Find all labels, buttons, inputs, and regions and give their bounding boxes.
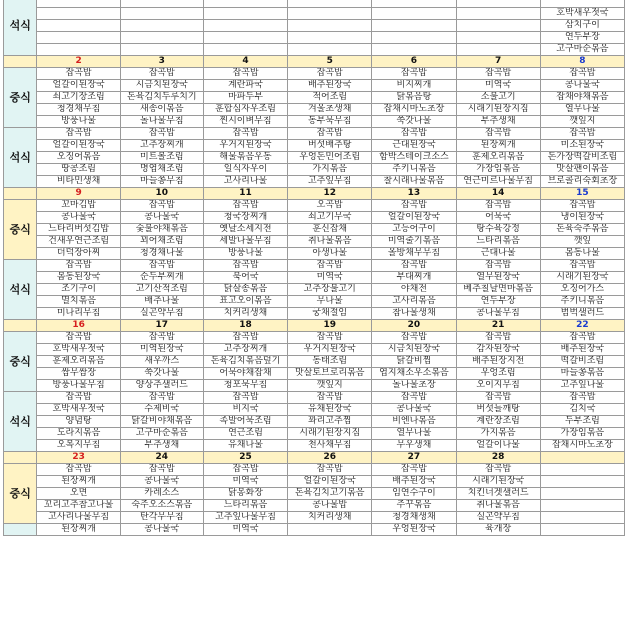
dinner-label: 석식 (4, 0, 37, 56)
menu-item: 느타리버섯김밥 (37, 224, 120, 236)
menu-item: 잡곡밥 (37, 392, 120, 404)
menu-item: 얼갈이된장국 (288, 476, 372, 488)
menu-item: 돈육숙주볶음 (540, 224, 624, 236)
menu-item: 봄동된장국 (37, 272, 120, 284)
menu-item: 꼬리고추참고나물 (37, 500, 120, 512)
menu-item: 미역국 (203, 524, 287, 536)
date-cell: 8 (540, 56, 624, 68)
menu-item: 미트볼조림 (120, 152, 203, 164)
menu-item: 잡곡밥 (120, 392, 203, 404)
date-cell: 17 (120, 320, 203, 332)
menu-item: 얼갈이된장국 (372, 212, 456, 224)
menu-item: 부추생채 (120, 440, 203, 452)
date-cell: 26 (288, 452, 372, 464)
menu-item: 참나물생채 (372, 308, 456, 320)
menu-item: 꼬마김밥 (37, 200, 120, 212)
menu-item: 야채전 (372, 284, 456, 296)
menu-item: 표고오이볶음 (203, 296, 287, 308)
menu-item: 명엽채조림 (120, 164, 203, 176)
menu-item: 미역된장국 (120, 344, 203, 356)
menu-item: 방풍나물 (37, 116, 120, 128)
menu-item: 가지볶음 (456, 428, 540, 440)
menu-item: 잡곡밥 (456, 392, 540, 404)
menu-item: 호박새우젓국 (37, 344, 120, 356)
menu-item: 꽈리고추찜 (288, 416, 372, 428)
menu-item: 닭볶음탕 (372, 92, 456, 104)
menu-item: 고추장불고기 (288, 284, 372, 296)
menu-item: 된장찌개 (37, 476, 120, 488)
menu-item: 청경채무침 (37, 104, 120, 116)
menu-item: 무우생채 (372, 440, 456, 452)
menu-item: 엽지채소우소볶음 (372, 368, 456, 380)
menu-item: 닭봉화장 (203, 488, 287, 500)
menu-item: 브로콜리숙회초장 (540, 176, 624, 188)
menu-item: 비엔나볶음 (372, 416, 456, 428)
menu-item: 콩나물국 (540, 80, 624, 92)
menu-item: 청국장찌개 (203, 212, 287, 224)
menu-item: 된장찌개 (37, 524, 120, 536)
menu-item: 잡채야채볶음 (540, 92, 624, 104)
menu-item: 고추장찌개 (203, 344, 287, 356)
menu-item: 훈합심자우조림 (203, 104, 287, 116)
menu-item: 고추장찌개 (120, 140, 203, 152)
menu-item: 버섯배추탕 (288, 140, 372, 152)
menu-item: 시래기된장지짐 (456, 104, 540, 116)
date-cell: 3 (120, 56, 203, 68)
menu-item: 잡채시마노초장 (372, 104, 456, 116)
menu-item: 숙주오소스볶음 (120, 500, 203, 512)
menu-item: 시래기된장지짐 (288, 428, 372, 440)
menu-item: 탄각무무침 (120, 512, 203, 524)
menu-item: 더덕장아찌 (37, 248, 120, 260)
menu-item: 취나물볶음 (456, 500, 540, 512)
menu-item: 비타민생채 (37, 176, 120, 188)
date-row-label (4, 188, 37, 200)
menu-item: 가장임볶음 (540, 428, 624, 440)
menu-item (540, 464, 624, 476)
menu-item: 소불고기 (456, 92, 540, 104)
menu-item: 열무된장국 (456, 272, 540, 284)
menu-item: 잡곡밥 (540, 392, 624, 404)
menu-item: 잡곡밥 (37, 128, 120, 140)
menu-item: 시래기된장국 (456, 476, 540, 488)
menu-item: 오징어볶음 (37, 152, 120, 164)
menu-item: 어묵야채잡채 (203, 368, 287, 380)
menu-item: 우엉된장국 (372, 524, 456, 536)
menu-item: 동부묵무침 (288, 116, 372, 128)
menu-item (540, 512, 624, 524)
menu-item: 부추생채 (456, 116, 540, 128)
menu-item: 잡곡밥 (372, 200, 456, 212)
menu-item: 주키니볶음 (372, 164, 456, 176)
menu-item: 근대된장국 (372, 140, 456, 152)
menu-item: 청포묵무침 (203, 380, 287, 392)
date-cell: 11 (203, 188, 287, 200)
menu-item: 마늘쫑무침 (120, 176, 203, 188)
date-cell: 9 (37, 188, 120, 200)
dinner-label: 석식 (4, 260, 37, 320)
menu-item: 콩나물무침 (456, 308, 540, 320)
menu-item: 잡곡밥 (120, 260, 203, 272)
menu-item: 카레소스 (120, 488, 203, 500)
menu-item: 연두부장 (456, 296, 540, 308)
date-row-label (4, 320, 37, 332)
date-cell: 4 (203, 56, 287, 68)
menu-item: 잡곡밥 (540, 68, 624, 80)
menu-item: 유채된장국 (288, 404, 372, 416)
menu-item: 가지볶음 (288, 164, 372, 176)
menu-item: 임연수구이 (372, 488, 456, 500)
menu-item: 조기구이 (37, 284, 120, 296)
menu-item (540, 0, 624, 8)
menu-item: 육개장 (456, 524, 540, 536)
menu-item: 고추잎무침 (288, 176, 372, 188)
menu-item: 미소된장국 (540, 140, 624, 152)
meal-calendar-table (3, 0, 625, 536)
menu-item: 깻잎지 (288, 380, 372, 392)
menu-item: 근대나물 (456, 248, 540, 260)
menu-item: 범벅샐러드 (540, 308, 624, 320)
date-cell: 24 (120, 452, 203, 464)
menu-item: 쑥갓나물 (372, 116, 456, 128)
menu-item: 잡곡밥 (372, 464, 456, 476)
menu-item: 꾀어채조림 (120, 236, 203, 248)
menu-item: 유채나물 (203, 440, 287, 452)
menu-item (540, 476, 624, 488)
menu-item: 베추칠날면마볶음 (456, 284, 540, 296)
menu-item: 돌나물초장 (372, 380, 456, 392)
menu-item: 오징어가스 (540, 284, 624, 296)
menu-item: 호박새우젓국 (37, 404, 120, 416)
menu-item: 함박스테이크소스 (372, 152, 456, 164)
menu-item: 잡곡밥 (372, 392, 456, 404)
menu-item: 멸치볶음 (37, 296, 120, 308)
date-cell: 20 (372, 320, 456, 332)
menu-item: 배추된장국 (372, 476, 456, 488)
lunch-label: 중식 (4, 332, 37, 392)
menu-item: 쇠고기장조림 (37, 92, 120, 104)
menu-item: 콩나물국 (37, 212, 120, 224)
menu-item: 연근조림 (203, 428, 287, 440)
menu-item: 마늘쫑볶음 (540, 368, 624, 380)
menu-item: 훈신잡채 (288, 224, 372, 236)
menu-item: 고기산적조림 (120, 284, 203, 296)
menu-item: 치커리생채 (203, 308, 287, 320)
menu-item: 오곡밥 (288, 200, 372, 212)
date-cell: 25 (203, 452, 287, 464)
menu-item: 돌나물무침 (120, 116, 203, 128)
menu-item: 새송이볶음 (120, 104, 203, 116)
menu-item: 잡곡밥 (372, 68, 456, 80)
menu-item: 잡곡밥 (540, 128, 624, 140)
menu-item: 봄동나물 (540, 248, 624, 260)
date-cell: 14 (456, 188, 540, 200)
date-row-label (4, 452, 37, 464)
menu-item: 숯불야채볶음 (120, 224, 203, 236)
date-cell: 5 (288, 56, 372, 68)
menu-item: 콩나물국 (120, 524, 203, 536)
menu-item: 비지찌개 (372, 80, 456, 92)
lunch-label: 중식 (4, 68, 37, 128)
menu-item: 찰시래나물볶음 (372, 176, 456, 188)
menu-item: 잡곡밥 (37, 68, 120, 80)
menu-item: 쌈무쌈장 (37, 368, 120, 380)
menu-item: 잡곡밥 (120, 128, 203, 140)
menu-item: 치커리생채 (288, 512, 372, 524)
menu-item: 잡곡밥 (456, 200, 540, 212)
menu-item: 잡곡밥 (372, 260, 456, 272)
menu-item: 미역국 (288, 272, 372, 284)
menu-item: 잡곡밥 (203, 260, 287, 272)
menu-item: 계란파국 (203, 80, 287, 92)
menu-item: 가장임볶음 (456, 164, 540, 176)
menu-item: 잡곡밥 (540, 260, 624, 272)
menu-item: 청경채나물 (120, 248, 203, 260)
menu-item: 김치국 (540, 404, 624, 416)
menu-item: 오복지무침 (37, 440, 120, 452)
menu-item: 배추나물 (120, 296, 203, 308)
date-cell: 16 (37, 320, 120, 332)
menu-item: 무나물 (288, 296, 372, 308)
menu-item: 천사채무침 (288, 440, 372, 452)
menu-item: 맛살토브로리볶음 (288, 368, 372, 380)
menu-item: 고구마순볶음 (120, 428, 203, 440)
menu-item: 아생나물 (288, 248, 372, 260)
date-cell: 12 (288, 188, 372, 200)
menu-item: 시금치된장국 (120, 80, 203, 92)
menu-item: 방풍나물 (203, 248, 287, 260)
menu-item: 도라지볶음 (37, 428, 120, 440)
menu-item: 떡갈비조림 (540, 356, 624, 368)
menu-item: 고사리나물무침 (37, 512, 120, 524)
menu-item: 일식자우이 (203, 164, 287, 176)
menu-item (540, 500, 624, 512)
date-cell: 15 (540, 188, 624, 200)
menu-item: 잡곡밥 (37, 464, 120, 476)
menu-item: 잡곡밥 (120, 464, 203, 476)
menu-item: 잡곡밥 (288, 392, 372, 404)
menu-item: 콩나물국 (120, 476, 203, 488)
menu-item: 닭갈비찜 (372, 356, 456, 368)
menu-item: 닭갈비야채볶음 (120, 416, 203, 428)
menu-item: 잡곡밥 (288, 128, 372, 140)
menu-item: 잡곡밥 (540, 332, 624, 344)
menu-item: 땅콩조림 (37, 164, 120, 176)
menu-item: 족발어묵조림 (203, 416, 287, 428)
menu-item: 주꾸볶음 (372, 500, 456, 512)
menu-item: 잡곡밥 (456, 332, 540, 344)
menu-item: 버섯들깨탕 (456, 404, 540, 416)
menu-item: 고추잎나물무침 (203, 512, 287, 524)
menu-item: 궁채절임 (288, 308, 372, 320)
menu-item: 실곤약무침 (120, 308, 203, 320)
menu-item: 미나리무침 (37, 308, 120, 320)
menu-item: 잡곡밥 (203, 68, 287, 80)
menu-item: 감자된장국 (456, 344, 540, 356)
date-cell: 2 (37, 56, 120, 68)
menu-item: 잡곡밥 (540, 200, 624, 212)
menu-item: 콩나물밥 (288, 500, 372, 512)
date-cell: 13 (372, 188, 456, 200)
menu-item: 주키니볶음 (540, 296, 624, 308)
menu-item: 연근미르나물무침 (456, 176, 540, 188)
menu-item: 잡곡밥 (456, 68, 540, 80)
menu-item: 고사리볶음 (372, 296, 456, 308)
menu-item: 부대찌개 (372, 272, 456, 284)
menu-item: 잡곡밥 (203, 332, 287, 344)
menu-item: 쑥갓나물 (120, 368, 203, 380)
menu-item: 훈제오리볶음 (37, 356, 120, 368)
menu-item: 잡곡밥 (372, 332, 456, 344)
menu-item: 방풍나물무침 (37, 380, 120, 392)
menu-item: 시래기된장국 (540, 272, 624, 284)
menu-item: 양념탕 (37, 416, 120, 428)
menu-item: 해물볶음우동 (203, 152, 287, 164)
menu-item: 맛살팬이볶음 (540, 164, 624, 176)
menu-item: 두부조림 (540, 416, 624, 428)
menu-item: 우거지된장국 (203, 140, 287, 152)
menu-item: 고등어구이 (372, 224, 456, 236)
menu-item: 배추된장국 (288, 80, 372, 92)
menu-item (540, 524, 624, 536)
date-cell: 23 (37, 452, 120, 464)
date-cell: 22 (540, 320, 624, 332)
menu-item: 잡곡밥 (120, 200, 203, 212)
menu-item: 건새우연근조림 (37, 236, 120, 248)
date-cell: 21 (456, 320, 540, 332)
menu-item: 잡곡밥 (203, 200, 287, 212)
menu-item: 고추잎나물 (540, 380, 624, 392)
menu-item: 잡곡밥 (456, 128, 540, 140)
date-cell: 27 (372, 452, 456, 464)
menu-item: 닭살송볶음 (203, 284, 287, 296)
menu-item: 어묵국 (456, 212, 540, 224)
menu-item: 얼갈이된장국 (37, 140, 120, 152)
menu-item: 열무나물 (540, 104, 624, 116)
lunch-label: 중식 (4, 200, 37, 260)
menu-item: 겨울초생채 (288, 104, 372, 116)
menu-item: 열무나물 (372, 428, 456, 440)
lunch-label: 중식 (4, 464, 37, 524)
menu-item: 옛날소세지전 (203, 224, 287, 236)
menu-item: 배추된장국 (540, 344, 624, 356)
menu-item: 느타리볶음 (203, 500, 287, 512)
menu-item: 잡채시마노초장 (540, 440, 624, 452)
menu-item: 고사리나물 (203, 176, 287, 188)
dinner-label: 석식 (4, 128, 37, 188)
menu-item: 냉이된장국 (540, 212, 624, 224)
menu-item: 순두부찌개 (120, 272, 203, 284)
menu-item: 잡곡밥 (37, 332, 120, 344)
menu-item: 호박새우젓국 (540, 8, 624, 20)
date-cell: 7 (456, 56, 540, 68)
date-cell (540, 452, 624, 464)
menu-item: 연두부장 (540, 32, 624, 44)
menu-item: 잡곡밥 (37, 260, 120, 272)
menu-item: 세발나물무침 (203, 236, 287, 248)
menu-item: 취나물볶음 (288, 236, 372, 248)
menu-item: 적어조림 (288, 92, 372, 104)
menu-item: 삼치구이 (540, 20, 624, 32)
menu-item (540, 488, 624, 500)
menu-item: 미역국 (456, 80, 540, 92)
menu-item: 잡곡밥 (288, 464, 372, 476)
menu-item: 잡곡밥 (203, 128, 287, 140)
menu-item: 새우까스 (120, 356, 203, 368)
menu-item: 북어국 (203, 272, 287, 284)
menu-item: 잡곡밥 (120, 68, 203, 80)
menu-item: 잡곡밥 (203, 464, 287, 476)
menu-item: 오이지무침 (456, 380, 540, 392)
menu-item: 느타리볶음 (456, 236, 540, 248)
menu-item: 깻잎 (540, 236, 624, 248)
menu-item: 오면 (37, 488, 120, 500)
date-cell: 18 (203, 320, 287, 332)
menu-item: 돈육김치고기볶음 (288, 488, 372, 500)
menu-item: 쇠고기무국 (288, 212, 372, 224)
menu-item: 얼갈이나물 (456, 440, 540, 452)
menu-item: 콩나물국 (372, 404, 456, 416)
menu-item: 잡곡밥 (456, 260, 540, 272)
menu-item: 미역줄기볶음 (372, 236, 456, 248)
date-cell: 19 (288, 320, 372, 332)
menu-item: 된장찌개 (456, 140, 540, 152)
menu-item: 마파두부 (203, 92, 287, 104)
menu-item: 돈육김치볶음덮기 (203, 356, 287, 368)
menu-item: 잡곡밥 (456, 464, 540, 476)
menu-item: 깻잎지 (540, 116, 624, 128)
menu-item: 수제비국 (120, 404, 203, 416)
menu-item: 우거지된장국 (288, 344, 372, 356)
menu-item: 얼갈이된장국 (37, 80, 120, 92)
menu-item: 고구마순볶음 (540, 44, 624, 56)
menu-item: 치킨너겟샐러드 (456, 488, 540, 500)
menu-item: 잡곡밥 (288, 332, 372, 344)
menu-item: 탕수육강정 (456, 224, 540, 236)
menu-item: 계란장조림 (456, 416, 540, 428)
menu-item: 양상추샐러드 (120, 380, 203, 392)
menu-item: 올방채무무침 (372, 248, 456, 260)
menu-item: 잡곡밥 (203, 392, 287, 404)
menu-item: 시금치된장국 (372, 344, 456, 356)
menu-item: 돈육김치두루치기 (120, 92, 203, 104)
date-cell: 10 (120, 188, 203, 200)
date-row-label (4, 56, 37, 68)
menu-item: 우엉조림 (456, 368, 540, 380)
menu-item: 잡곡밥 (120, 332, 203, 344)
menu-item: 동태조림 (288, 356, 372, 368)
menu-item: 실곤약무침 (456, 512, 540, 524)
date-cell: 6 (372, 56, 456, 68)
menu-item: 배추된장지전 (456, 356, 540, 368)
menu-item: 비지국 (203, 404, 287, 416)
menu-item: 훈제오리볶음 (456, 152, 540, 164)
menu-item: 잡곡밥 (372, 128, 456, 140)
menu-item: 잡곡밥 (288, 260, 372, 272)
dinner-label (4, 524, 37, 536)
menu-item (288, 524, 372, 536)
menu-item: 잡곡밥 (288, 68, 372, 80)
menu-item: 찐시이벼무침 (203, 116, 287, 128)
dinner-label: 석식 (4, 392, 37, 452)
menu-item: 콩나물국 (120, 212, 203, 224)
menu-item: 청경채생채 (372, 512, 456, 524)
date-cell: 28 (456, 452, 540, 464)
menu-item: 돈가장떡갈비조림 (540, 152, 624, 164)
menu-item: 우엉돈민어조림 (288, 152, 372, 164)
menu-item: 미역국 (203, 476, 287, 488)
